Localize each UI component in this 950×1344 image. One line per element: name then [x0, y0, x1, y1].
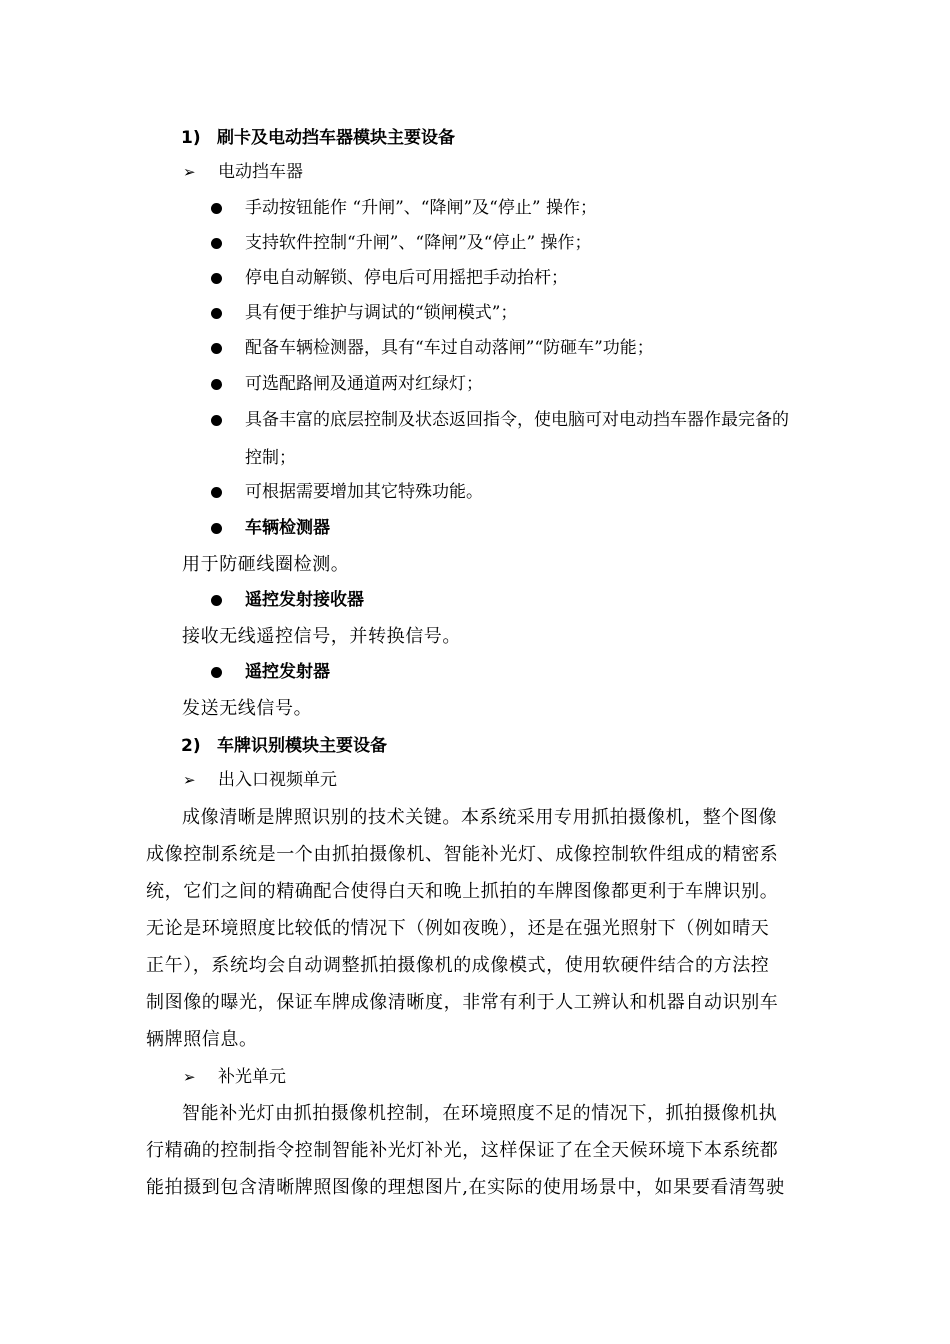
bullet-item: 支持软件控制“升闸”、“降闸”及“停止” 操作；	[245, 233, 592, 253]
section-1-number: 1)	[181, 128, 201, 148]
arrow-bullet-icon: ➢	[183, 163, 196, 181]
paragraph-line: 行精确的控制指令控制智能补光灯补光，这样保证了在全天候环境下本系统都	[146, 1140, 779, 1161]
bullet-item: 手动按钮能作 “升闸”、“降闸”及“停止” 操作；	[245, 198, 597, 218]
subheading-fill-light-unit: 补光单元	[218, 1067, 286, 1087]
heading-remote-transmitter: 遥控发射器	[245, 662, 330, 682]
bullet-dot-icon	[211, 379, 222, 390]
heading-vehicle-detector: 车辆检测器	[245, 518, 330, 538]
paragraph-line: 正午），系统均会自动调整抓拍摄像机的成像模式，使用软硬件结合的方法控	[146, 955, 770, 976]
section-2-number: 2)	[181, 736, 201, 756]
arrow-bullet-icon: ➢	[183, 1068, 196, 1086]
remote-transmitter-desc: 发送无线信号。	[182, 698, 313, 719]
bullet-item-continuation: 控制；	[245, 448, 296, 468]
bullet-item: 具有便于维护与调试的“锁闸模式”；	[245, 303, 518, 323]
paragraph-line: 成像控制系统是一个由抓拍摄像机、智能补光灯、成像控制软件组成的精密系	[146, 844, 779, 865]
bullet-dot-icon	[211, 595, 222, 606]
vehicle-detector-desc: 用于防砸线圈检测。	[182, 554, 350, 575]
section-2-title: 车牌识别模块主要设备	[217, 736, 387, 756]
bullet-item: 具备丰富的底层控制及状态返回指令，使电脑可对电动挡车器作最完备的	[245, 410, 789, 430]
bullet-item: 配备车辆检测器，具有“车过自动落闸”“防砸车”功能；	[245, 338, 654, 358]
section-2-heading	[181, 736, 387, 756]
heading-remote-receiver: 遥控发射接收器	[245, 590, 364, 610]
bullet-item: 可选配路闸及通道两对红绿灯；	[245, 374, 483, 394]
bullet-dot-icon	[211, 238, 222, 249]
paragraph-line: 无论是环境照度比较低的情况下（例如夜晚），还是在强光照射下（例如晴天	[146, 918, 770, 939]
paragraph-line: 成像清晰是牌照识别的技术关键。本系统采用专用抓拍摄像机，整个图像	[182, 807, 778, 828]
bullet-dot-icon	[211, 308, 222, 319]
paragraph-line: 能拍摄到包含清晰牌照图像的理想图片,在实际的使用场景中，如果要看清驾驶	[146, 1177, 785, 1198]
bullet-dot-icon	[211, 273, 222, 284]
remote-receiver-desc: 接收无线遥控信号，并转换信号。	[182, 626, 461, 647]
bullet-item: 停电自动解锁、停电后可用摇把手动抬杆；	[245, 268, 568, 288]
bullet-item: 可根据需要增加其它特殊功能。	[245, 482, 483, 502]
arrow-bullet-icon: ➢	[183, 771, 196, 789]
section-1-heading	[181, 128, 455, 148]
section-1-title: 刷卡及电动挡车器模块主要设备	[217, 128, 455, 148]
paragraph-line: 统，它们之间的精确配合使得白天和晚上抓拍的车牌图像都更利于车牌识别。	[146, 881, 779, 902]
subheading-electric-barrier: 电动挡车器	[218, 162, 303, 182]
bullet-dot-icon	[211, 487, 222, 498]
subheading-video-unit: 出入口视频单元	[218, 770, 337, 790]
bullet-dot-icon	[211, 523, 222, 534]
paragraph-line: 智能补光灯由抓拍摄像机控制，在环境照度不足的情况下，抓拍摄像机执	[182, 1103, 778, 1124]
paragraph-line: 制图像的曝光，保证车牌成像清晰度，非常有利于人工辨认和机器自动识别车	[146, 992, 779, 1013]
paragraph-line: 辆牌照信息。	[146, 1029, 258, 1050]
bullet-dot-icon	[211, 415, 222, 426]
bullet-dot-icon	[211, 667, 222, 678]
bullet-dot-icon	[211, 203, 222, 214]
bullet-dot-icon	[211, 343, 222, 354]
